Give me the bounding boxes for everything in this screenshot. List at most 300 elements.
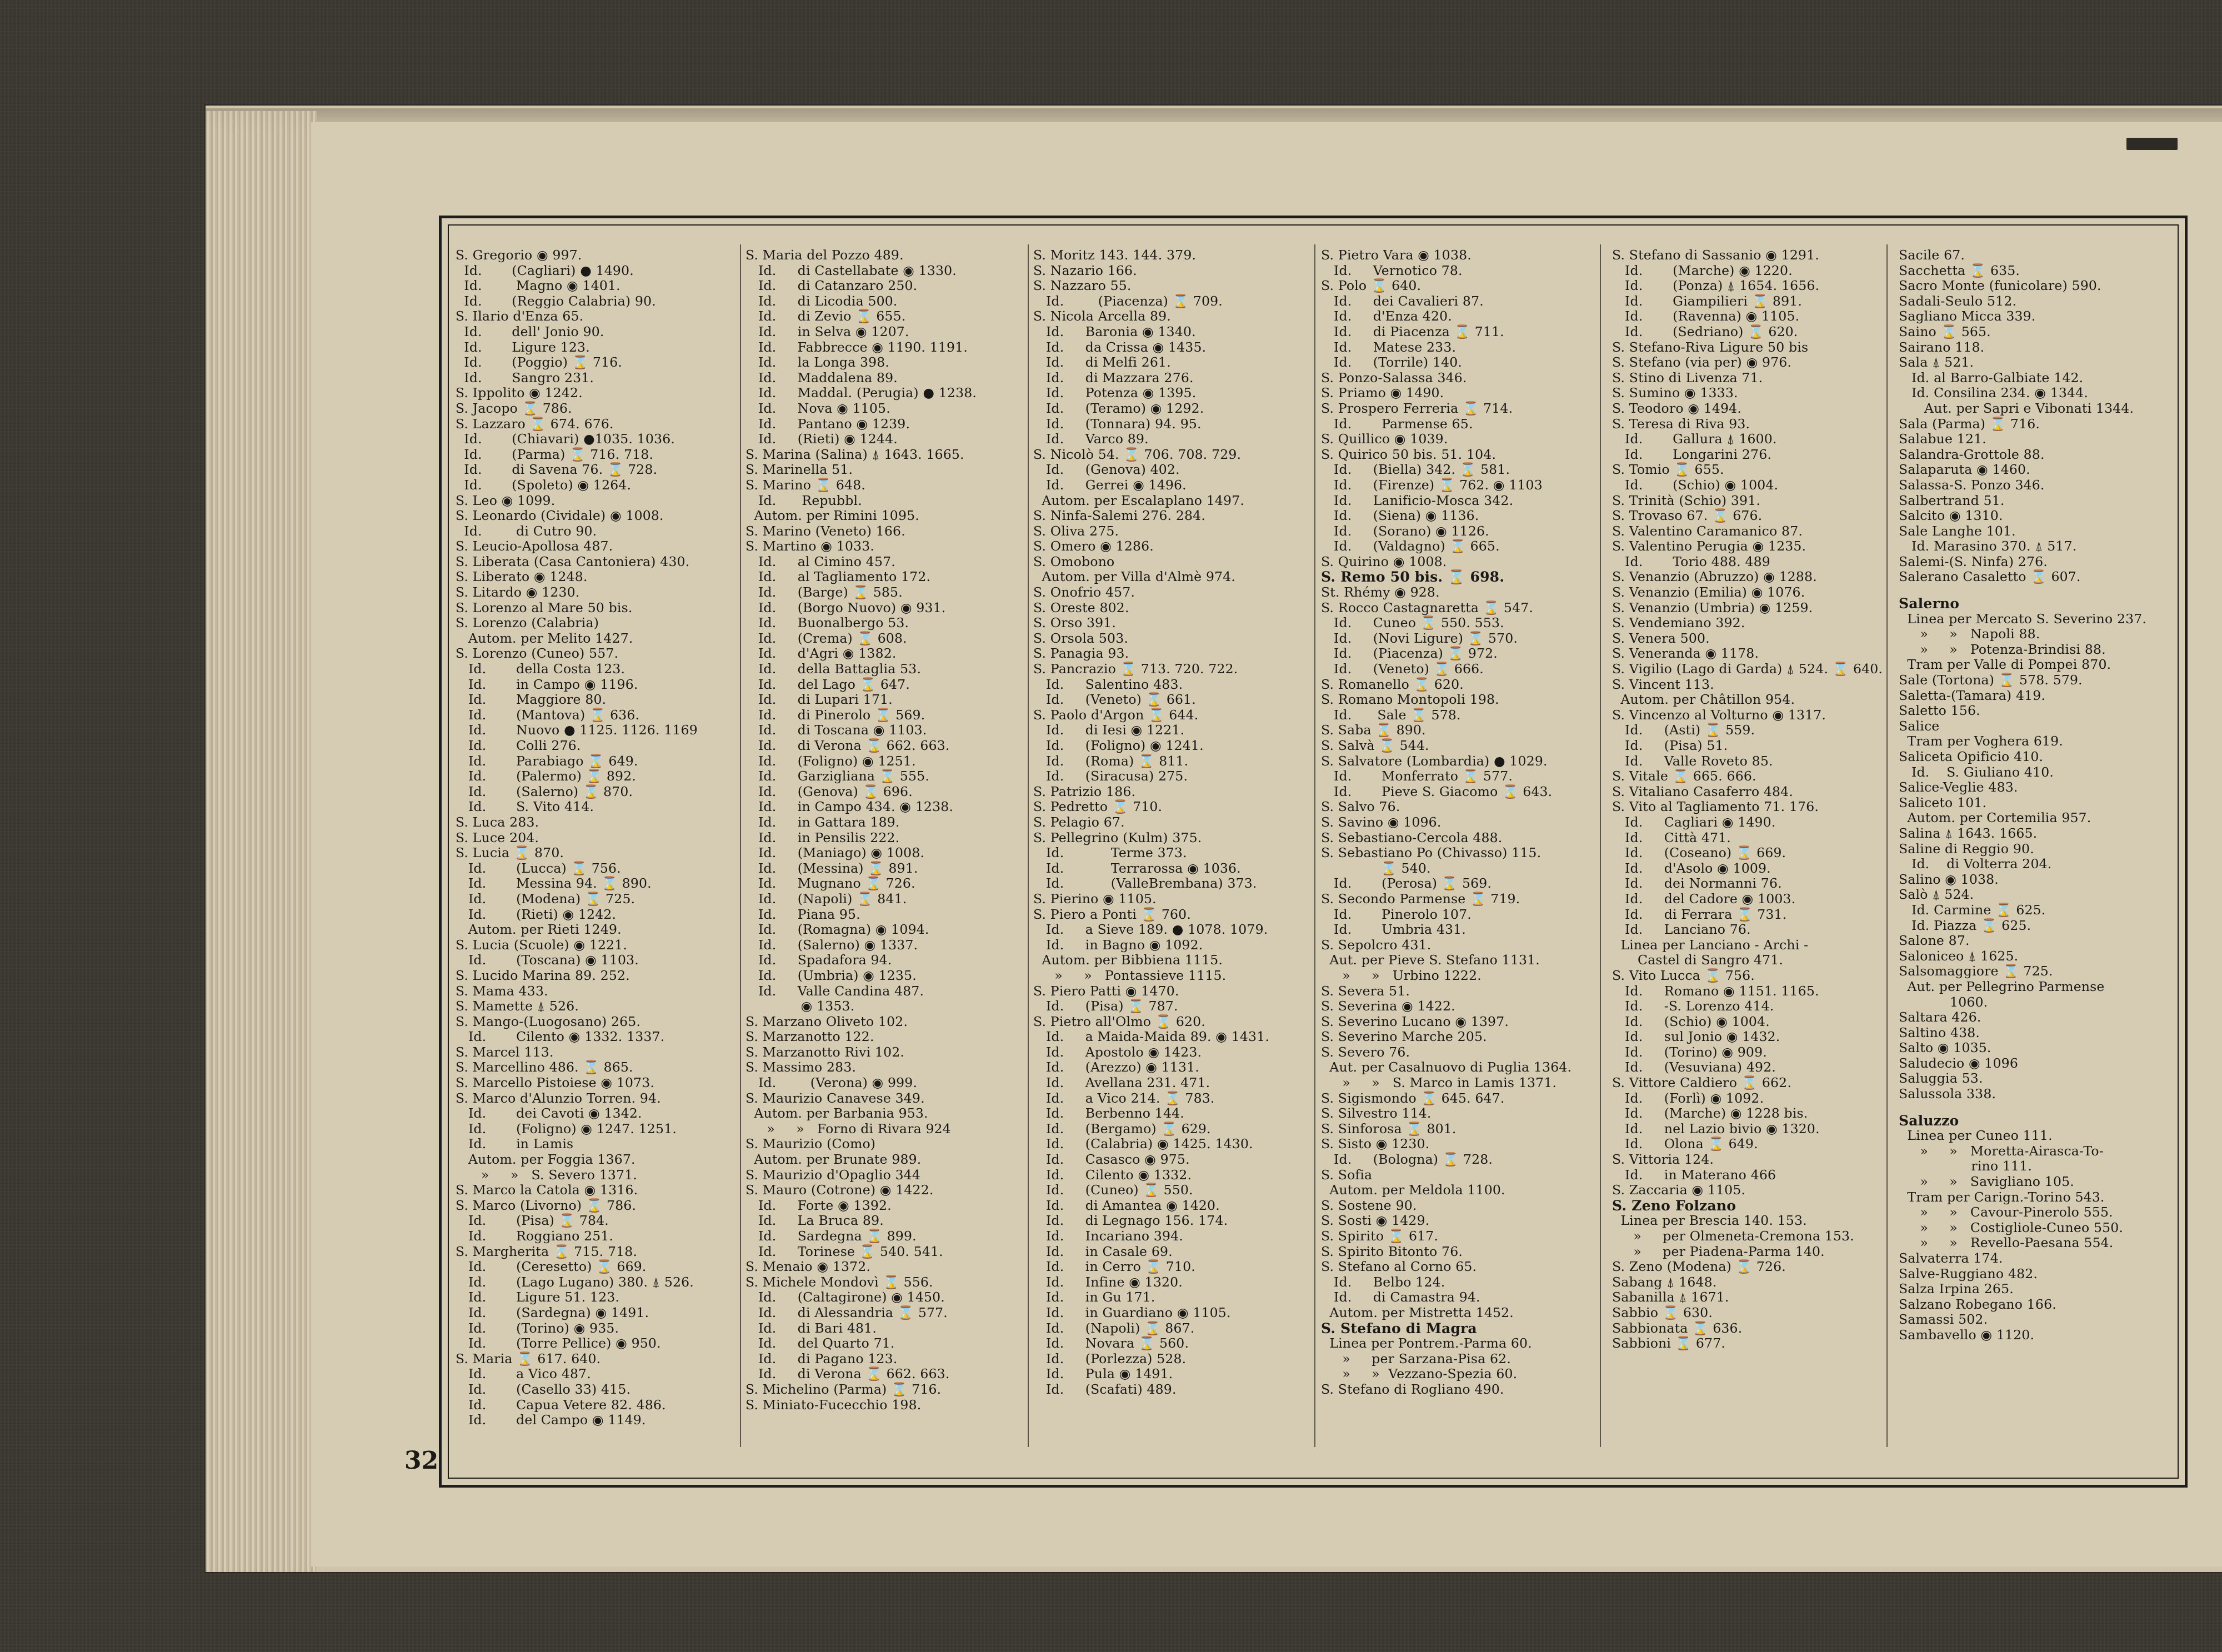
index-entry: S. Luca 283.	[456, 814, 539, 830]
index-entry: Id. Varco 89.	[1033, 431, 1149, 447]
index-entry: S. Pietro Vara ◉ 1038.	[1321, 247, 1472, 263]
index-entry: S. Nicola Arcella 89.	[1033, 308, 1171, 324]
index-entry: Salassa-S. Ponzo 346.	[1899, 477, 2045, 493]
index-entry: S. Polo ⌛ 640.	[1321, 278, 1422, 294]
index-entry: Id. Novara ⌛ 560.	[1033, 1335, 1189, 1351]
index-entry: Id. (Chiavari) ●1035. 1036.	[456, 431, 675, 447]
index-entry: Id. (Pisa) 51.	[1612, 738, 1728, 753]
index-entry: Id. Messina 94. ⌛ 890.	[456, 875, 652, 892]
index-entry: S. Stefano di Sassanio ◉ 1291.	[1612, 247, 1819, 263]
index-entry: Id. di Pinerolo ⌛ 569.	[745, 707, 925, 723]
index-entry: Id. la Longa 398.	[745, 354, 890, 371]
index-entry: Id. di Alessandria ⌛ 577.	[745, 1304, 948, 1320]
index-entry: S. Veneranda ◉ 1178.	[1612, 645, 1759, 662]
index-entry: S. Pelagio 67.	[1033, 814, 1125, 830]
index-entry: S. Silvestro 114.	[1321, 1105, 1432, 1122]
index-entry: » per Piadena-Parma 140.	[1612, 1243, 1825, 1259]
index-entry: Sale Langhe 101.	[1899, 523, 2016, 539]
index-entry: Id. del Lago ⌛ 647.	[745, 676, 910, 692]
index-entry: Id. (Piacenza) ⌛ 972.	[1321, 645, 1498, 662]
index-entry: Saloniceo ⍋ 1625.	[1899, 948, 2019, 964]
index-entry: Id. Olona ⌛ 649.	[1612, 1136, 1758, 1152]
index-entry: 1060.	[1899, 994, 1988, 1010]
index-entry: Id. (Torre Pellice) ◉ 950.	[456, 1335, 661, 1351]
index-entry: Id. Garzigliana ⌛ 555.	[745, 768, 930, 784]
index-entry: Id. Avellana 231. 471.	[1033, 1075, 1210, 1091]
index-entry: Id. Roggiano 251.	[456, 1228, 614, 1244]
index-entry: Id. Buonalbergo 53.	[745, 615, 909, 631]
index-entry: Id. in Guardiano ◉ 1105.	[1033, 1304, 1231, 1320]
index-entry: S. Piero Patti ◉ 1470.	[1033, 983, 1179, 999]
index-entry: Id. della Battaglia 53.	[745, 661, 922, 677]
index-entry: St. Rhémy ◉ 928.	[1321, 584, 1440, 600]
index-entry: Id. Incariano 394.	[1033, 1228, 1183, 1244]
index-entry: Id. Sangro 231.	[456, 369, 594, 386]
index-entry: » » Pontassieve 1115.	[1033, 967, 1227, 983]
index-entry: S. Quirino ◉ 1008.	[1321, 553, 1447, 569]
index-entry: Id. (Torino) ◉ 935.	[456, 1320, 619, 1336]
index-entry: S. Stino di Livenza 71.	[1612, 369, 1763, 386]
index-entry: Saltara 426.	[1899, 1009, 1981, 1025]
index-entry: Id. (Forlì) ◉ 1092.	[1612, 1090, 1764, 1106]
index-entry: Samassi 502.	[1899, 1311, 1988, 1328]
index-entry: Id. (Lucca) ⌛ 756.	[456, 860, 621, 876]
index-entry: S. Marcel 113.	[456, 1044, 554, 1060]
index-entry: Id. in Casale 69.	[1033, 1243, 1173, 1259]
index-entry: Id. (Biella) 342. ⌛ 581.	[1321, 462, 1510, 478]
index-entry: S. Priamo ◉ 1490.	[1321, 385, 1444, 401]
index-column-3	[1033, 248, 1305, 1398]
index-entry: Id. (Roma) ⌛ 811.	[1033, 753, 1189, 769]
index-entry: S. Miniato-Fucecchio 198.	[745, 1396, 922, 1413]
index-entry: Id. dei Normanni 76.	[1612, 875, 1782, 892]
index-entry: Id. (Ceresetto) ⌛ 669.	[456, 1259, 647, 1275]
index-entry: S. Maria ⌛ 617. 640.	[456, 1350, 601, 1366]
index-entry: S. Spirito ⌛ 617.	[1321, 1228, 1439, 1244]
index-entry: Sale (Tortona) ⌛ 578. 579.	[1899, 672, 2083, 688]
index-entry: Id. Maggiore 80.	[456, 692, 607, 708]
index-entry: Id. Salentino 483.	[1033, 676, 1183, 692]
index-entry: Autom. per Bibbiena 1115.	[1033, 952, 1223, 968]
index-entry: Salabue 121.	[1899, 431, 1986, 447]
index-entry: S. Pancrazio ⌛ 713. 720. 722.	[1033, 661, 1238, 677]
index-entry: Id. (Mantova) ⌛ 636.	[456, 707, 640, 723]
index-entry: Id. Valle Roveto 85.	[1612, 753, 1773, 769]
index-entry: Id. (Maniago) ◉ 1008.	[745, 845, 925, 861]
index-entry: Id. in Campo 434. ◉ 1238.	[745, 799, 954, 815]
index-entry: S. Nazzaro 55.	[1033, 278, 1132, 294]
index-entry: Id. (Perosa) ⌛ 569.	[1321, 875, 1492, 892]
column-divider	[1028, 244, 1029, 1447]
index-entry: Id. di Piacenza ⌛ 711.	[1321, 323, 1504, 339]
index-entry: Id. (Parma) ⌛ 716. 718.	[456, 446, 654, 462]
index-entry: S. Severino Lucano ◉ 1397.	[1321, 1013, 1509, 1029]
index-entry: S. Venera 500.	[1612, 630, 1710, 646]
index-entry: Id. (Foligno) ◉ 1241.	[1033, 738, 1204, 753]
index-entry: Id. di Melfi 261.	[1033, 354, 1171, 371]
index-entry: S. Liberato ◉ 1248.	[456, 569, 588, 585]
index-entry: Aut. per Pieve S. Stefano 1131.	[1321, 952, 1540, 968]
index-entry: S. Stefano al Corno 65.	[1321, 1259, 1477, 1275]
column-divider	[1886, 244, 1888, 1447]
index-entry: Id. (Palermo) ⌛ 892.	[456, 768, 637, 784]
index-entry: S. Savino ◉ 1096.	[1321, 814, 1442, 830]
index-entry: S. Gregorio ◉ 997.	[456, 247, 582, 263]
index-entry: S. Oliva 275.	[1033, 523, 1119, 539]
index-entry: S. Marino ⌛ 648.	[745, 477, 866, 493]
index-entry: S. Sostene 90.	[1321, 1197, 1417, 1213]
index-entry: S. Teodoro ◉ 1494.	[1612, 400, 1742, 416]
index-entry: Id. (Torino) ◉ 909.	[1612, 1044, 1767, 1060]
index-entry: Id. (Schio) ◉ 1004.	[1612, 477, 1779, 493]
index-entry: Id. Torio 488. 489	[1612, 553, 1770, 569]
index-entry: S. Orso 391.	[1033, 615, 1117, 631]
index-entry: Id. (Marche) ◉ 1228 bis.	[1612, 1105, 1808, 1122]
index-entry: Id. Belbo 124.	[1321, 1274, 1445, 1290]
index-entry: Id. (Pisa) ⌛ 787.	[1033, 998, 1178, 1014]
index-entry: S. Venanzio (Umbria) ◉ 1259.	[1612, 599, 1813, 615]
index-column-2	[745, 248, 1018, 1413]
index-entry: Id. (Piacenza) ⌛ 709.	[1033, 293, 1223, 309]
index-entry: S. Sigismondo ⌛ 645. 647.	[1321, 1090, 1505, 1106]
index-entry: Id. di Licodia 500.	[745, 293, 898, 309]
index-entry: Salino ◉ 1038.	[1899, 871, 1999, 887]
index-entry: » » Moretta-Airasca-To-	[1899, 1143, 2104, 1159]
index-entry: Id. Apostolo ◉ 1423.	[1033, 1044, 1202, 1060]
index-entry: Id. Nuovo ● 1125. 1126. 1169	[456, 722, 698, 738]
index-entry: Sabang ⍋ 1648.	[1612, 1274, 1717, 1290]
index-entry: S. Lucido Marina 89. 252.	[456, 967, 630, 983]
index-entry: S. Marco la Catola ◉ 1316.	[456, 1182, 638, 1198]
index-entry: S. Prospero Ferreria ⌛ 714.	[1321, 400, 1513, 416]
index-entry: Id. S. Vito 414.	[456, 799, 594, 815]
index-entry: Id. in Bagno ◉ 1092.	[1033, 937, 1203, 953]
index-entry: S. Salvo 76.	[1321, 799, 1400, 815]
index-entry: Autom. per Escalaplano 1497.	[1033, 492, 1245, 508]
index-entry: S. Pedretto ⌛ 710.	[1033, 799, 1163, 815]
index-entry: S. Vittore Caldiero ⌛ 662.	[1612, 1075, 1792, 1091]
index-entry: S. Patrizio 186.	[1033, 783, 1136, 799]
index-entry: Id. d'Asolo ◉ 1009.	[1612, 860, 1771, 876]
index-entry: Id. (Spoleto) ◉ 1264.	[456, 477, 632, 493]
index-entry: Id. in Pensilis 222.	[745, 829, 900, 845]
index-entry: S. Martino ◉ 1033.	[745, 538, 875, 554]
index-entry: Sambavello ◉ 1120.	[1899, 1326, 2035, 1343]
index-entry: Id. (Lago Lugano) 380. ⍋ 526.	[456, 1274, 694, 1290]
index-entry: Id. Cuneo ⌛ 550. 553.	[1321, 615, 1504, 631]
index-entry: S. Mama 433.	[456, 983, 548, 999]
index-entry: S. Paolo d'Argon ⌛ 644.	[1033, 707, 1199, 723]
index-entry: S. Panagia 93.	[1033, 645, 1129, 662]
index-entry: Id. (Veneto) ⌛ 666.	[1321, 661, 1484, 677]
index-entry: Id. Giampilieri ⌛ 891.	[1612, 293, 1803, 309]
index-entry: Id. Pieve S. Giacomo ⌛ 643.	[1321, 783, 1553, 799]
column-divider	[740, 244, 741, 1447]
index-entry: Id. (Siracusa) 275.	[1033, 768, 1188, 784]
index-entry: Id. (Romagna) ◉ 1094.	[745, 922, 929, 938]
index-entry: Id. Terme 373.	[1033, 845, 1187, 861]
index-entry: Sala (Parma) ⌛ 716.	[1899, 415, 2040, 432]
index-entry: Id. di Castellabate ◉ 1330.	[745, 262, 957, 278]
index-entry: Autom. per Meldola 1100.	[1321, 1182, 1505, 1198]
index-entry: S. Vincent 113.	[1612, 676, 1714, 692]
index-entry: Id. Marasino 370. ⍋ 517.	[1899, 538, 2077, 554]
index-entry: Saltino 438.	[1899, 1024, 1980, 1040]
index-entry: Id. Pula ◉ 1491.	[1033, 1366, 1173, 1382]
index-entry: Id. Romano ◉ 1151. 1165.	[1612, 983, 1819, 999]
index-entry: S. Vitaliano Casaferro 484.	[1612, 783, 1794, 799]
index-entry: S. Vito Lucca ⌛ 756.	[1612, 967, 1755, 983]
index-entry: Sabbioni ⌛ 677.	[1612, 1335, 1726, 1351]
index-entry: » » Napoli 88.	[1899, 626, 2040, 642]
index-entry: Id. a Maida-Maida 89. ◉ 1431.	[1033, 1029, 1270, 1045]
index-entry: S. Lorenzo (Cuneo) 557.	[456, 645, 619, 662]
index-entry: S. Maria del Pozzo 489.	[745, 247, 904, 263]
index-entry: Saludecio ◉ 1096	[1899, 1055, 2018, 1071]
index-entry: Aut. per Casalnuovo di Puglia 1364.	[1321, 1059, 1572, 1075]
index-entry: S. Margherita ⌛ 715. 718.	[456, 1243, 638, 1259]
index-entry: Linea per Brescia 140. 153.	[1612, 1213, 1807, 1229]
index-entry: S. Marco d'Alunzio Torren. 94.	[456, 1090, 661, 1106]
index-entry: S. Sebastiano Po (Chivasso) 115.	[1321, 845, 1542, 861]
index-entry: » » Potenza-Brindisi 88.	[1899, 641, 2106, 657]
index-entry: S. Sofia	[1321, 1167, 1373, 1183]
index-entry: Id. (Arezzo) ◉ 1131.	[1033, 1059, 1200, 1075]
index-entry: S. Stefano di Magra	[1321, 1320, 1477, 1336]
index-entry: Id. di Mazzara 276.	[1033, 369, 1194, 386]
index-entry: Id. Magno ◉ 1401.	[456, 278, 620, 294]
index-entry: Id. (Verona) ◉ 999.	[745, 1075, 918, 1091]
index-entry: Autom. per Melito 1427.	[456, 630, 633, 646]
index-entry: Id. Spadafora 94.	[745, 952, 892, 968]
index-entry: S. Ilario d'Enza 65.	[456, 308, 584, 324]
index-entry: S. Jacopo ⌛ 786.	[456, 400, 572, 416]
index-entry: Id. Capua Vetere 82. 486.	[456, 1396, 666, 1413]
index-entry: S. Lorenzo (Calabria)	[456, 615, 599, 631]
index-entry: Id. (Torrile) 140.	[1321, 354, 1463, 371]
index-entry: S. Sisto ◉ 1230.	[1321, 1136, 1430, 1152]
index-entry: Id. Longarini 276.	[1612, 446, 1772, 462]
index-entry: Id. (Foligno) ◉ 1251.	[745, 753, 916, 769]
index-column-4	[1321, 248, 1593, 1398]
index-entry: » per Olmeneta-Cremona 153.	[1612, 1228, 1854, 1244]
index-entry: S. Leo ◉ 1099.	[456, 492, 556, 508]
index-entry: Id. (Vesuviana) 492.	[1612, 1059, 1776, 1075]
index-entry: Id. di Volterra 204.	[1899, 856, 2052, 872]
index-entry: S. Sebastiano-Cercola 488.	[1321, 829, 1503, 845]
index-entry: » » S. Marco in Lamis 1371.	[1321, 1075, 1557, 1091]
index-entry: S. Lucia ⌛ 870.	[456, 845, 564, 861]
index-entry: Id. Parmense 65.	[1321, 415, 1473, 432]
index-entry: Id. da Crissa ◉ 1435.	[1033, 339, 1207, 355]
index-entry: ◉ 1353.	[745, 998, 855, 1014]
index-entry: S. Maurizio (Como)	[745, 1136, 876, 1152]
index-entry: S. Pellegrino (Kulm) 375.	[1033, 829, 1202, 845]
index-entry: Salone 87.	[1899, 933, 1970, 949]
index-entry: Id. (Poggio) ⌛ 716.	[456, 354, 623, 371]
index-entry: Id. in Materano 466	[1612, 1167, 1776, 1183]
index-entry: Id. (Messina) ⌛ 891.	[745, 860, 918, 876]
index-entry: S. Vittoria 124.	[1612, 1152, 1714, 1168]
index-entry: Linea per Pontrem.-Parma 60.	[1321, 1335, 1532, 1351]
index-entry: Id. Berbenno 144.	[1033, 1105, 1184, 1122]
index-entry: S. Rocco Castagnaretta ⌛ 547.	[1321, 599, 1534, 615]
index-entry: Id. Maddal. (Perugia) ● 1238.	[745, 385, 977, 401]
index-entry: Saliceta Opificio 410.	[1899, 749, 2044, 764]
index-entry: Sadali-Seulo 512.	[1899, 293, 2017, 309]
index-entry: S. Vitale ⌛ 665. 666.	[1612, 768, 1756, 784]
index-entry: Id. del Quarto 71.	[745, 1335, 895, 1351]
index-entry: S. Menaio ◉ 1372.	[745, 1259, 871, 1275]
index-entry: S. Marzano Oliveto 102.	[745, 1013, 908, 1029]
index-entry: Id. (Sardegna) ◉ 1491.	[456, 1304, 649, 1320]
index-entry: S. Onofrio 457.	[1033, 584, 1135, 600]
index-entry: S. Massimo 283.	[745, 1059, 857, 1075]
index-entry: S. Michelino (Parma) ⌛ 716.	[745, 1381, 942, 1397]
index-entry: Id. (Genova) 402.	[1033, 462, 1180, 478]
index-entry: Tram per Carign.-Torino 543.	[1899, 1189, 2105, 1205]
index-entry: Salina ⍋ 1643. 1665.	[1899, 825, 2038, 841]
index-entry: S. Marzanotto Rivi 102.	[745, 1044, 905, 1060]
index-entry: Salemi-(S. Ninfa) 276.	[1899, 553, 2048, 569]
index-entry: Id. di Cutro 90.	[456, 523, 597, 539]
index-entry: S. Marco (Livorno) ⌛ 786.	[456, 1197, 637, 1213]
index-entry: » » Cavour-Pinerolo 555.	[1899, 1204, 2113, 1220]
index-entry: S. Salvatore (Lombardia) ● 1029.	[1321, 753, 1548, 769]
index-entry: Autom. per Villa d'Almè 974.	[1033, 569, 1236, 585]
index-entry: Id. (Novi Ligure) ⌛ 570.	[1321, 630, 1518, 646]
index-entry: S. Stefano-Riva Ligure 50 bis	[1612, 339, 1809, 355]
index-entry: Tram per Valle di Pompei 870.	[1899, 657, 2111, 673]
index-entry: Id. a Vico 214. ⌛ 783.	[1033, 1090, 1215, 1106]
index-entry: Id. Lanciano 76.	[1612, 922, 1751, 938]
index-entry: Id. sul Jonio ◉ 1432.	[1612, 1029, 1780, 1045]
index-entry: S. Quillico ◉ 1039.	[1321, 431, 1448, 447]
index-entry: S. Zaccaria ◉ 1105.	[1612, 1182, 1746, 1198]
index-entry: Id. in Campo ◉ 1196.	[456, 676, 638, 692]
index-entry: Id. S. Giuliano 410.	[1899, 764, 2054, 780]
index-entry: Sairano 118.	[1899, 339, 1985, 355]
index-entry: Sabbio ⌛ 630.	[1612, 1304, 1713, 1320]
index-entry: Autom. per Barbania 953.	[745, 1105, 928, 1122]
index-entry: S. Trinità (Schio) 391.	[1612, 492, 1760, 508]
index-entry: Castel di Sangro 471.	[1612, 952, 1784, 968]
index-entry: Id. di Amantea ◉ 1420.	[1033, 1197, 1220, 1213]
index-entry: Id. (ValleBrembana) 373.	[1033, 875, 1257, 892]
index-entry: Id. (Borgo Nuovo) ◉ 931.	[745, 599, 946, 615]
index-entry: Linea per Lanciano - Archi -	[1612, 937, 1809, 953]
index-entry: Id. Mugnano ⌛ 726.	[745, 875, 915, 892]
index-entry: » » Urbino 1222.	[1321, 967, 1482, 983]
index-entry: Id. (Schio) ◉ 1004.	[1612, 1013, 1770, 1029]
index-entry: S. Lucia (Scuole) ◉ 1221.	[456, 937, 628, 953]
index-entry: Id. di Bari 481.	[745, 1320, 877, 1336]
index-entry: Id. in Gattara 189.	[745, 814, 900, 830]
index-entry: Salaparuta ◉ 1460.	[1899, 462, 2030, 478]
index-entry: Id. Torinese ⌛ 540. 541.	[745, 1243, 943, 1259]
index-entry: S. Luce 204.	[456, 829, 539, 845]
page-number: 32	[404, 1446, 439, 1475]
index-entry: S. Secondo Parmense ⌛ 719.	[1321, 890, 1520, 907]
index-entry: Id. -S. Lorenzo 414.	[1612, 998, 1774, 1014]
index-entry: Id. Ligure 51. 123.	[456, 1289, 620, 1305]
index-entry: Autom. per Châtillon 954.	[1612, 692, 1795, 708]
index-entry: Id. Ligure 123.	[456, 339, 590, 355]
index-entry: S. Saba ⌛ 890.	[1321, 722, 1426, 738]
index-entry: Id. (Cuneo) ⌛ 550.	[1033, 1182, 1193, 1198]
index-entry: S. Marzanotto 122.	[745, 1029, 874, 1045]
index-entry: S. Severina ◉ 1422.	[1321, 998, 1455, 1014]
index-entry: Id. Repubbl.	[745, 492, 862, 508]
index-entry: Id. Vernotico 78.	[1321, 262, 1463, 278]
index-entry: Id. (Genova) ⌛ 696.	[745, 783, 913, 799]
index-entry: Autom. per Rimini 1095.	[745, 508, 919, 524]
index-entry: Id. (Ravenna) ◉ 1105.	[1612, 308, 1800, 324]
index-entry: Id. Infine ◉ 1320.	[1033, 1274, 1183, 1290]
index-entry: Id. Cilento ◉ 1332. 1337.	[456, 1029, 665, 1045]
index-entry: Id. (Caltagirone) ◉ 1450.	[745, 1289, 945, 1305]
index-entry: S. Vigilio (Lago di Garda) ⍋ 524. ⌛ 640.	[1612, 661, 1883, 677]
index-entry: S. Pietro all'Olmo ⌛ 620.	[1033, 1013, 1205, 1029]
index-column-5	[1612, 248, 1884, 1351]
index-entry: » » Forno di Rivara 924	[745, 1120, 951, 1137]
index-entry: » » Costigliole-Cuneo 550.	[1899, 1219, 2124, 1235]
index-entry: Id. Consilina 234. ◉ 1344.	[1899, 385, 2089, 401]
index-entry: » » Savigliano 105.	[1899, 1174, 2074, 1190]
index-entry: Saletto 156.	[1899, 703, 1980, 719]
index-entry: Id. (Teramo) ◉ 1292.	[1033, 400, 1204, 416]
index-entry: S. Romano Montopoli 198.	[1321, 692, 1499, 708]
index-entry: Salerno	[1899, 595, 1960, 612]
index-entry: Id. Gallura ⍋ 1600.	[1612, 431, 1777, 447]
index-entry: Autom. per Mistretta 1452.	[1321, 1304, 1514, 1320]
index-entry: Salandra-Grottole 88.	[1899, 446, 2045, 462]
index-entry: S. Ponzo-Salassa 346.	[1321, 369, 1467, 386]
index-entry: Saluzzo	[1899, 1112, 1959, 1129]
index-entry: S. Mamette ⍋ 526.	[456, 998, 579, 1014]
index-entry: Id. (Sorano) ◉ 1126.	[1321, 523, 1489, 539]
index-entry: S. Sinforosa ⌛ 801.	[1321, 1120, 1457, 1137]
index-entry: S. Stefano di Rogliano 490.	[1321, 1381, 1504, 1397]
index-entry: Id. a Sieve 189. ● 1078. 1079.	[1033, 922, 1268, 938]
index-entry: S. Severo 76.	[1321, 1044, 1410, 1060]
index-entry: S. Leonardo (Cividale) ◉ 1008.	[456, 508, 664, 524]
index-entry: Salussola 338.	[1899, 1086, 1996, 1102]
index-entry: Id. (Sedriano) ⌛ 620.	[1612, 323, 1798, 339]
index-entry: Salò ⍋ 524.	[1899, 887, 1974, 903]
index-entry: Id. (Valdagno) ⌛ 665.	[1321, 538, 1500, 554]
index-entry: Id. (Marche) ◉ 1220.	[1612, 262, 1793, 278]
index-entry: S. Vito al Tagliamento 71. 176.	[1612, 799, 1819, 815]
index-entry: Salice-Veglie 483.	[1899, 779, 2018, 795]
index-entry: S. Leucio-Apollosa 487.	[456, 538, 613, 554]
index-entry: Id. (Tonnara) 94. 95.	[1033, 415, 1202, 432]
index-entry: Autom. per Rieti 1249.	[456, 922, 622, 938]
index-entry: Salvaterra 174.	[1899, 1250, 2003, 1266]
index-entry: Id. nel Lazio bivio ◉ 1320.	[1612, 1120, 1820, 1137]
index-entry: Id. in Lamis	[456, 1136, 574, 1152]
index-entry: Id. Lanificio-Mosca 342.	[1321, 492, 1514, 508]
index-entry: Id. in Cerro ⌛ 710.	[1033, 1259, 1195, 1275]
spacer	[1899, 1102, 2171, 1113]
index-entry: Id. al Barro-Galbiate 142.	[1899, 369, 2084, 386]
index-entry: S. Ninfa-Salemi 276. 284.	[1033, 508, 1205, 524]
index-entry: S. Valentino Caramanico 87.	[1612, 523, 1803, 539]
index-entry: Id. (Salerno) ◉ 1337.	[745, 937, 918, 953]
index-entry: S. Michele Mondovì ⌛ 556.	[745, 1274, 933, 1290]
index-entry: Autom. per Brunate 989.	[745, 1152, 922, 1168]
index-entry: Id. (Toscana) ◉ 1103.	[456, 952, 639, 968]
